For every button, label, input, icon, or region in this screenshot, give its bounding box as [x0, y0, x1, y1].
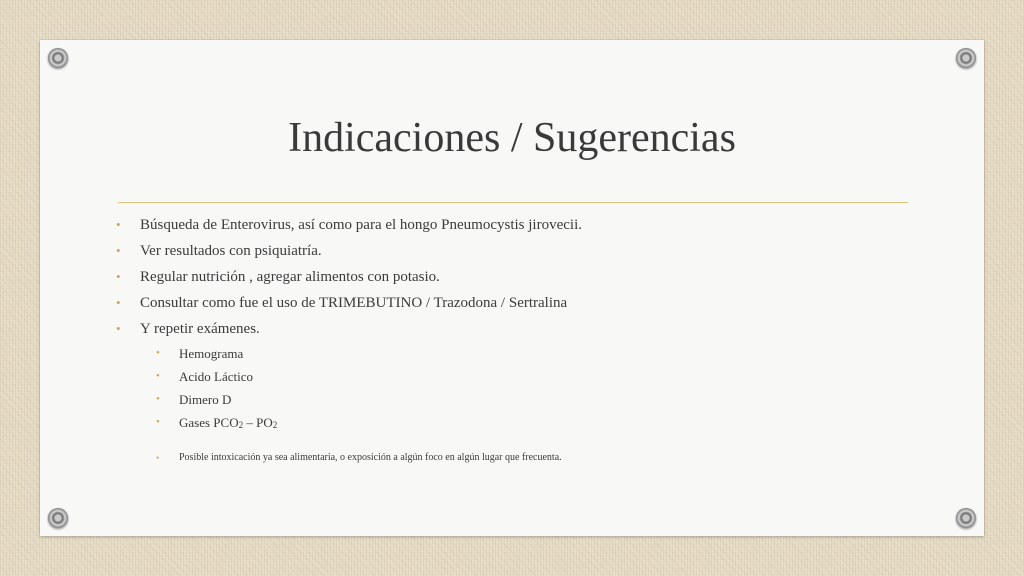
- bullet-icon: •: [156, 370, 160, 382]
- bullet-icon: •: [116, 243, 121, 258]
- bullet-icon: •: [156, 416, 160, 428]
- list-item: [116, 316, 936, 342]
- sub-item-text: Acido Láctico: [179, 369, 253, 384]
- list-item-text: Regular nutrición , agregar alimentos con potasio.: [140, 269, 440, 285]
- sub-list-item: [116, 411, 936, 434]
- note-item: [116, 450, 936, 466]
- bullet-icon: •: [156, 347, 160, 359]
- bullet-icon: •: [156, 453, 160, 463]
- gases-subscript-a: 2: [238, 420, 244, 430]
- list-item: [116, 212, 936, 238]
- list-item: [116, 238, 936, 264]
- list-item: [116, 264, 936, 290]
- pushpin-icon: [956, 508, 976, 528]
- slide-card: [40, 40, 984, 536]
- gases-subscript-b: 2: [272, 420, 278, 430]
- bullet-icon: •: [116, 295, 121, 310]
- sub-item-text: Dimero D: [179, 392, 232, 407]
- gases-middle: – PO: [243, 415, 273, 430]
- note-text: Posible intoxicación ya sea alimentaria, o exposición a algún foco en algún lugar que frecuenta.: [179, 452, 562, 463]
- pushpin-icon: [956, 48, 976, 68]
- list-item-text: Consultar como fue el uso de TRIMEBUTINO / Trazodona / Sertralina: [140, 295, 568, 311]
- gases-prefix: Gases PCO: [179, 415, 239, 430]
- bullet-icon: •: [116, 321, 121, 336]
- sub-list-item: [116, 365, 936, 388]
- list-item: [116, 290, 936, 316]
- list-item-text: Ver resultados con psiquiatría.: [140, 243, 322, 259]
- title-divider: [118, 202, 908, 203]
- slide-title: Indicaciones / Sugerencias: [288, 115, 736, 161]
- sub-list-item: [116, 388, 936, 411]
- sub-item-text: Hemograma: [179, 346, 244, 361]
- pushpin-icon: [48, 48, 68, 68]
- sub-list-item: [116, 342, 936, 365]
- bullet-icon: •: [156, 393, 160, 405]
- sub-item-text: [179, 415, 277, 430]
- list-item-text: Y repetir exámenes.: [140, 321, 260, 337]
- bullet-icon: •: [116, 269, 121, 284]
- pushpin-icon: [48, 508, 68, 528]
- list-item-text: Búsqueda de Enterovirus, así como para el hongo Pneumocystis jirovecii.: [140, 217, 582, 233]
- bullet-list: [116, 212, 936, 466]
- bullet-icon: •: [116, 217, 121, 232]
